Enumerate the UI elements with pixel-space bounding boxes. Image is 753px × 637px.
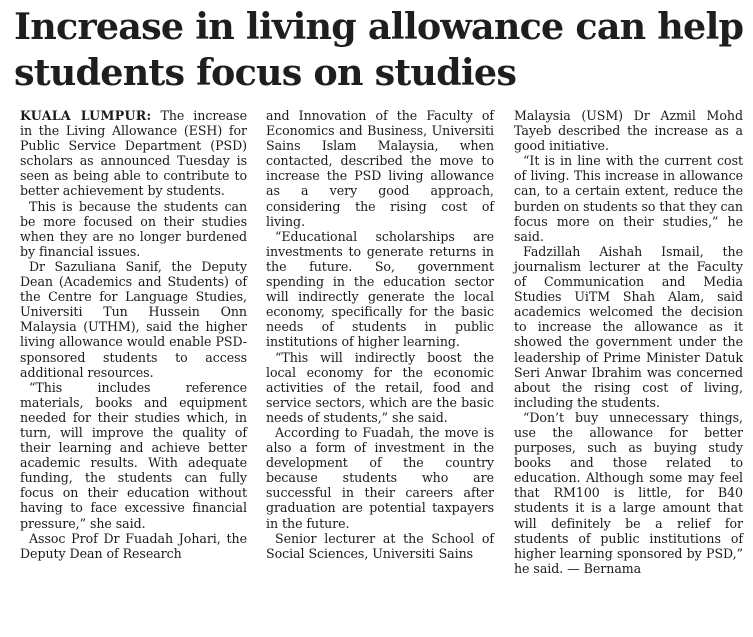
paragraph: “This will indirectly boost the local economy for the economic activities of the retail, food and service sectors, which are the basic needs of students,” she said. bbox=[266, 349, 494, 425]
paragraph: Assoc Prof Dr Fuadah Johari, the Deputy Dean of Research bbox=[20, 530, 247, 561]
headline: Increase in living allowance can help students focus on studies bbox=[14, 5, 744, 94]
paragraph: and Innovation of the Faculty of Economics and Business, Universiti Sains Islam Malaysia, when contacted, described the move to increase the PSD living allowance as a very good approach, considering the rising cost of living. bbox=[266, 108, 494, 229]
paragraph: “Don’t buy unnecessary things, use the allowance for better purposes, such as buying study books and those related to education. Although some may feel that RM100 is little, for B40 students it is a large amount that will definitely be a relief for students of public institutions of higher learning sponsored by PSD,” he said. — Bernama bbox=[514, 409, 743, 576]
paragraph: “It is in line with the current cost of living. This increase in allowance can, to a certain extent, reduce the burden on students so that they can focus more on their studies,” he said. bbox=[514, 153, 743, 244]
article-column-1 bbox=[20, 108, 247, 561]
paragraph: Dr Sazuliana Sanif, the Deputy Dean (Academics and Students) of the Centre for Language Studies, Universiti Tun Hussein Onn Malaysia (UTHM), said the higher living allowance would enable PSD-sponsored students to access additional resources. bbox=[20, 258, 247, 380]
dateline: KUALA LUMPUR: bbox=[20, 108, 152, 123]
paragraph bbox=[20, 108, 247, 199]
paragraph: “This includes reference materials, books and equipment needed for their studies which, in turn, will improve the quality of their learning and achieve better academic results. With adequate funding, the students can fully focus on their education without having to face excessive financial pressure,” she said. bbox=[20, 379, 247, 531]
paragraph-text: The increase in the Living Allowance (ESH) for Public Service Department (PSD) scholars as announced Tuesday is seen as being able to contribute to better achievement by students. bbox=[20, 108, 247, 199]
paragraph: This is because the students can be more focused on their studies when they are no longer burdened by financial issues. bbox=[20, 198, 247, 259]
article-column-3 bbox=[514, 108, 743, 576]
article-column-2 bbox=[266, 108, 494, 561]
paragraph: Malaysia (USM) Dr Azmil Mohd Tayeb described the increase as a good initiative. bbox=[514, 108, 743, 154]
paragraph: According to Fuadah, the move is also a form of investment in the development of the country because students who are successful in their careers after graduation are potential taxpayers in the future. bbox=[266, 424, 494, 531]
paragraph: Fadzillah Aishah Ismail, the journalism lecturer at the Faculty of Communication and Media Studies UiTM Shah Alam, said academics welcomed the decision to increase the allowance as it showed the government under the leadership of Prime Minister Datuk Seri Anwar Ibrahim was concerned about the rising cost of living, including the students. bbox=[514, 243, 743, 410]
paragraph: “Educational scholarships are investments to generate returns in the future. So, government spending in the education sector will indirectly generate the local economy, specifically for the basic needs of students in public institutions of higher learning. bbox=[266, 228, 494, 350]
paragraph: Senior lecturer at the School of Social Sciences, Universiti Sains bbox=[266, 530, 494, 561]
